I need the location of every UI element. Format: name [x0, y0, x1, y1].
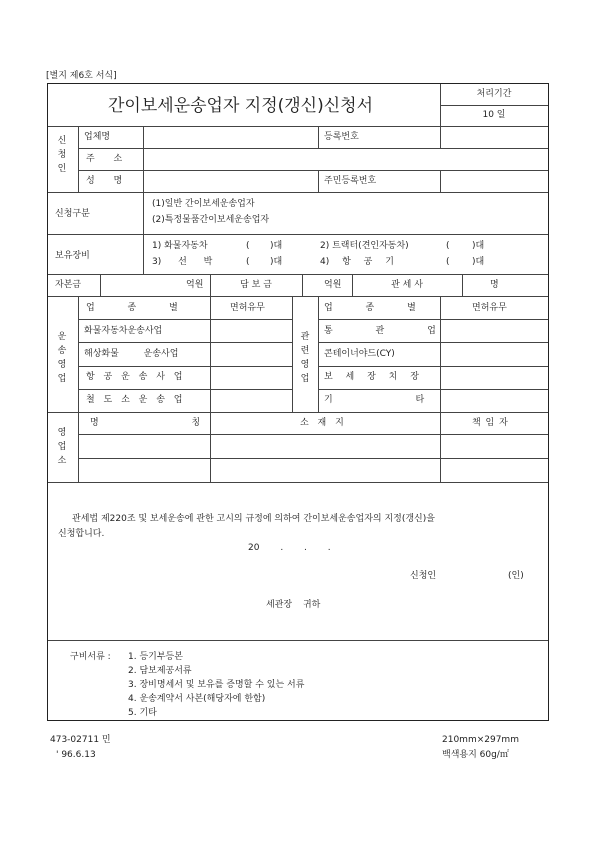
equipment-item-4: 4) 항 공 기 — [320, 257, 394, 267]
document-item-1: 1. 등기부등본 — [128, 652, 183, 662]
transport-row-2: 해상화물 운송사업 — [84, 349, 179, 359]
document-item-3: 3. 장비명세서 및 보유를 증명할 수 있는 서류 — [128, 680, 305, 690]
address-label: 주 소 — [86, 154, 131, 164]
transport-col-license: 면허유무 — [230, 303, 265, 313]
related-row-1: 통 관 업 — [324, 326, 436, 336]
related-row-4: 기 타 — [324, 395, 425, 405]
collateral-label: 담 보 금 — [240, 280, 272, 290]
related-row-3: 보 세 장 치 장 — [324, 372, 419, 382]
office-col-name: 명 칭 — [90, 418, 201, 428]
equipment-item-2: 2) 트랙터(견인자동차) — [320, 241, 409, 251]
equipment-label: 보유장비 — [55, 251, 90, 261]
related-col-license: 면허유무 — [472, 303, 507, 313]
apply-type-option-2: (2)특정물품간이보세운송업자 — [152, 215, 270, 225]
applicant-section-label: 신 청 인 — [57, 136, 67, 174]
document-item-5: 5. 기타 — [128, 708, 157, 718]
related-row-2: 콘테이너야드(CY) — [324, 349, 395, 359]
footer-size: 210mm×297mm — [442, 735, 519, 745]
transport-row-1: 화물자동차운송사업 — [84, 326, 163, 336]
transport-section-label: 운 송 영 업 — [57, 332, 67, 384]
documents-label: 구비서류 : — [70, 652, 111, 662]
statement-line-2: 신청합니다. — [58, 529, 105, 539]
page-title: 간이보세운송업자 지정(갱신)신청서 — [108, 96, 373, 116]
document-item-2: 2. 담보제공서류 — [128, 666, 192, 676]
customs-broker-unit: 명 — [490, 280, 499, 290]
office-col-manager: 책 임 자 — [472, 418, 508, 428]
related-col-type: 업 종 별 — [324, 303, 416, 313]
footer-code: 473-02711 민 — [50, 735, 111, 745]
processing-label: 처리기간 — [476, 89, 512, 99]
footer-paper: 백색용지 60g/㎡ — [442, 750, 509, 760]
customs-broker-label: 관 세 사 — [391, 280, 423, 290]
reg-no-label: 등록번호 — [324, 132, 359, 142]
seal-mark: (인) — [508, 571, 524, 581]
footer-date: ' 96.6.13 — [56, 750, 96, 760]
processing-value: 10 일 — [482, 110, 506, 120]
transport-col-type: 업 종 별 — [86, 303, 178, 313]
resident-no-label: 주민등록번호 — [324, 176, 377, 186]
transport-row-4: 철 도 소 운 송 업 — [86, 395, 183, 405]
company-name-label: 업체명 — [84, 132, 111, 142]
application-date: 20 . . . — [248, 543, 331, 553]
statement: 관세법 제220조 및 보세운송에 관한 고시의 규정에 의하여 간이보세운송업자의 지정(갱신)을 — [72, 514, 435, 524]
capital-unit: 억원 — [186, 280, 204, 290]
applicant-sign-label: 신청인 — [410, 571, 437, 581]
equipment-item-3: 3) 선 박 — [152, 257, 213, 267]
transport-row-3: 항 공 운 송 사 업 — [86, 372, 183, 382]
equipment-item-1: 1) 화물자동차 — [152, 241, 208, 251]
collateral-unit: 억원 — [324, 280, 342, 290]
document-item-4: 4. 운송계약서 사본(해당자에 한함) — [128, 694, 266, 704]
addressee: 세관장 귀하 — [266, 600, 321, 610]
office-col-location: 소 재 지 — [300, 418, 344, 428]
capital-label: 자본금 — [55, 280, 82, 290]
name-label: 성 명 — [86, 176, 131, 186]
apply-type-label: 신청구분 — [55, 209, 90, 219]
apply-type-option-1: (1)일반 간이보세운송업자 — [152, 199, 255, 209]
office-section-label: 영 업 소 — [57, 428, 67, 466]
form-tag: [별지 제6호 서식] — [46, 71, 117, 81]
related-section-label: 관 련 영 업 — [300, 332, 310, 384]
